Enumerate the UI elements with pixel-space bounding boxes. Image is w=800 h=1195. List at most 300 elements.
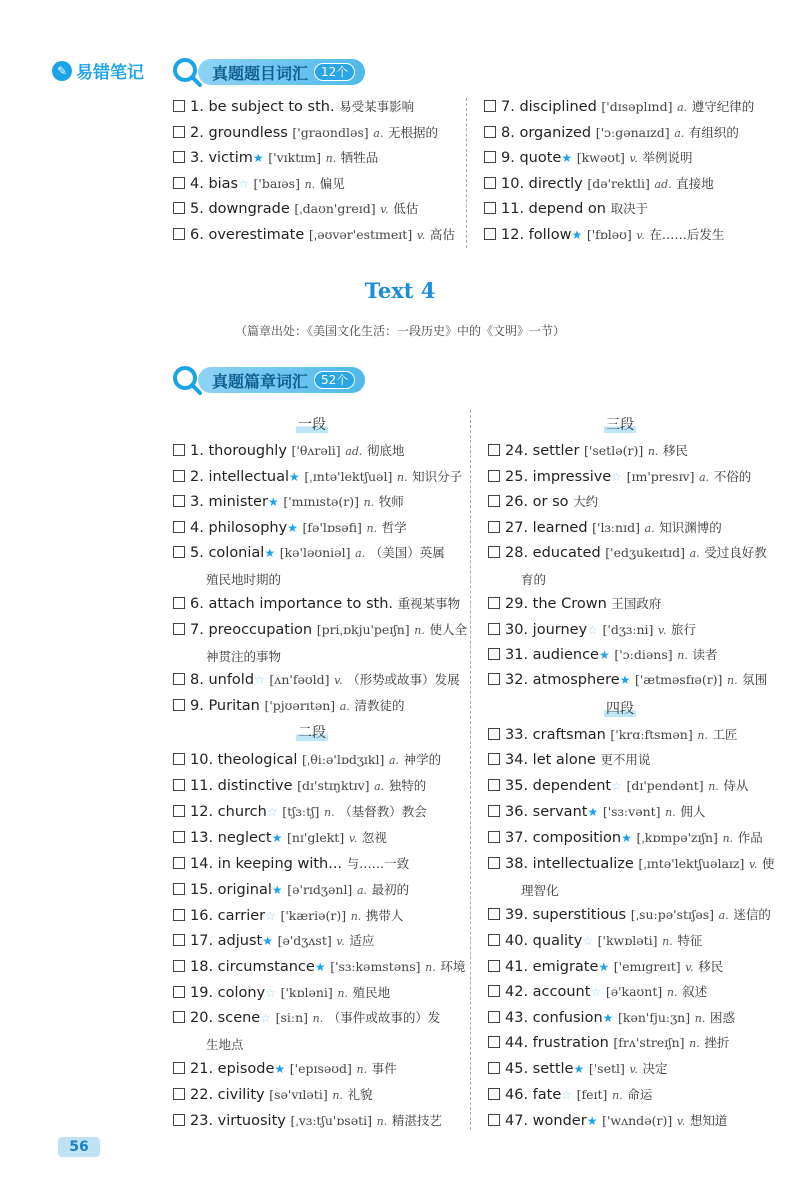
vocab-item — [488, 829, 763, 848]
part-of-speech: n. — [708, 780, 719, 793]
vocab-word: 9. Puritan — [190, 698, 260, 714]
star-icon: ☆ — [238, 177, 249, 191]
checkbox[interactable] — [488, 857, 500, 869]
star-icon: ★ — [287, 521, 298, 535]
banner-passage-vocab — [172, 366, 365, 394]
chinese-meaning: 殖民地 — [352, 985, 391, 1000]
checkbox[interactable] — [484, 202, 496, 214]
star-icon: ★ — [586, 1114, 598, 1128]
vocab-item — [488, 544, 767, 563]
chinese-meaning: 忽视 — [361, 830, 387, 845]
part-of-speech: n. — [689, 1037, 700, 1050]
vocab-word: 22. civility — [190, 1087, 265, 1103]
checkbox[interactable] — [488, 831, 500, 843]
section-heading-3: 三段 — [606, 417, 634, 433]
checkbox[interactable] — [488, 1114, 500, 1126]
chinese-meaning: 清教徒的 — [354, 698, 405, 713]
page-number: 56 — [58, 1137, 100, 1157]
vocab-word: 10. directly — [501, 176, 583, 192]
meaning-continuation: 理智化 — [521, 883, 559, 898]
section-heading-4: 四段 — [606, 701, 634, 717]
part-of-speech: n. — [304, 178, 316, 191]
phonetic: [kən'fjuːʒn] — [618, 1010, 691, 1025]
chinese-meaning: 使 — [762, 856, 775, 871]
vocab-item — [173, 621, 467, 640]
vocab-item — [173, 200, 418, 219]
phonetic: [ɪm'presɪv] — [626, 469, 695, 484]
chinese-meaning: 牺牲品 — [340, 150, 379, 165]
checkbox[interactable] — [173, 177, 185, 189]
chinese-meaning: 与……一致 — [346, 856, 410, 871]
vocab-item — [488, 906, 771, 925]
checkbox[interactable] — [173, 151, 185, 163]
phonetic: ['graʊndləs] — [292, 125, 369, 140]
vocab-item — [173, 442, 405, 461]
phonetic: ['sɜːvənt] — [602, 804, 661, 819]
magnifier-icon — [172, 57, 202, 87]
vocab-word: 7. preoccupation — [190, 622, 313, 638]
chinese-meaning: 佣人 — [680, 804, 706, 819]
chinese-meaning: 迷信的 — [733, 907, 771, 922]
checkbox[interactable] — [488, 805, 500, 817]
part-of-speech: v. — [636, 229, 645, 242]
phonetic: ['kɒləni] — [280, 985, 333, 1000]
star-icon: ★ — [314, 960, 326, 974]
checkbox[interactable] — [173, 779, 185, 791]
star-icon: ★ — [252, 151, 264, 165]
vocab-item — [173, 855, 409, 873]
vocab-item — [173, 881, 409, 900]
checkbox[interactable] — [173, 934, 185, 946]
phonetic: [ˌɪntə'lektʃuəlaɪz] — [638, 856, 745, 871]
phonetic: [nɪ'glekt] — [286, 830, 345, 845]
checkbox[interactable] — [488, 779, 500, 791]
phonetic: [ə'rɪdʒənl] — [287, 882, 353, 897]
vocab-word: 25. impressive — [505, 469, 612, 485]
part-of-speech: n. — [325, 152, 337, 165]
phonetic: ['emɪgreɪt] — [613, 959, 681, 974]
chinese-meaning: 举例说明 — [642, 150, 693, 165]
chinese-meaning: 易受某事影响 — [339, 99, 415, 114]
chinese-meaning: 无根据的 — [387, 125, 438, 140]
vocab-item — [173, 595, 460, 613]
vocab-word: 3. minister — [190, 494, 268, 510]
checkbox[interactable] — [173, 960, 185, 972]
phonetic: [ˌkɒmpə'zɪʃn] — [636, 830, 718, 845]
phonetic: ['lɜːnɪd] — [592, 520, 640, 535]
checkbox[interactable] — [173, 470, 185, 482]
vocab-word: 38. intellectualize — [505, 856, 634, 872]
checkbox[interactable] — [173, 202, 185, 214]
vocab-word: 41. emigrate — [505, 959, 599, 975]
star-icon: ★ — [264, 546, 276, 560]
checkbox[interactable] — [173, 126, 185, 138]
meaning-continuation: 生地点 — [206, 1037, 244, 1052]
checkbox[interactable] — [484, 228, 496, 240]
checkbox[interactable] — [173, 699, 185, 711]
vocab-item — [488, 671, 767, 690]
vocab-word: 45. settle — [505, 1061, 574, 1077]
checkbox[interactable] — [488, 985, 500, 997]
vocab-item — [488, 519, 722, 538]
vocab-word: 11. distinctive — [190, 778, 293, 794]
count-badge: 52个 — [314, 371, 355, 389]
star-icon: ☆ — [611, 470, 622, 484]
vocab-word: 5. colonial — [190, 545, 265, 561]
vocab-item — [173, 519, 407, 538]
part-of-speech: ad. — [345, 445, 363, 458]
chinese-meaning: 知识渊博的 — [659, 520, 722, 535]
chinese-meaning: 困惑 — [709, 1010, 735, 1025]
checkbox[interactable] — [173, 1088, 185, 1100]
phonetic: [sə'vɪləti] — [269, 1087, 328, 1102]
vocab-item — [173, 697, 404, 716]
checkbox[interactable] — [484, 151, 496, 163]
checkbox[interactable] — [488, 728, 500, 740]
chinese-meaning: 想知道 — [689, 1113, 728, 1128]
chinese-meaning: 有组织的 — [688, 125, 739, 140]
checkbox[interactable] — [173, 753, 185, 765]
vocab-item — [484, 124, 739, 143]
chinese-meaning: 读者 — [692, 647, 718, 662]
checkbox[interactable] — [488, 753, 500, 765]
chinese-meaning: 携带人 — [365, 908, 404, 923]
vocab-item — [173, 1060, 397, 1079]
vocab-item — [173, 984, 390, 1003]
chinese-meaning: 旅行 — [671, 622, 697, 637]
phonetic: [ˌvɜːtʃu'ɒsəti] — [290, 1113, 373, 1128]
phonetic: [də'rektli] — [587, 176, 650, 191]
star-icon: ★ — [274, 1062, 286, 1076]
star-icon: ★ — [598, 960, 610, 974]
checkbox[interactable] — [173, 673, 185, 685]
section-heading-1: 一段 — [298, 417, 326, 433]
phonetic: [dɪ'pendənt] — [626, 778, 704, 793]
chinese-meaning: 独特的 — [388, 778, 427, 793]
chinese-meaning: 事件 — [371, 1061, 397, 1076]
chinese-meaning: 决定 — [642, 1061, 668, 1076]
banner-title: 真题篇章词汇 — [212, 371, 309, 391]
star-icon: ★ — [561, 151, 573, 165]
vocab-word: 6. attach importance to sth. — [190, 596, 394, 612]
phonetic: ['krɑːftsmən] — [610, 727, 693, 742]
vocab-word: 11. depend on — [501, 201, 606, 217]
vocab-item — [488, 726, 738, 745]
vocab-word: 44. frustration — [505, 1035, 609, 1051]
vocab-item — [488, 646, 717, 665]
chinese-meaning: 偏见 — [319, 176, 345, 191]
phonetic: ['wʌndə(r)] — [602, 1113, 673, 1128]
part-of-speech: a. — [677, 101, 688, 114]
part-of-speech: v. — [629, 152, 638, 165]
vocab-word: 19. colony — [190, 985, 266, 1001]
vocab-word: 2. intellectual — [190, 469, 290, 485]
vocab-word: 42. account — [505, 984, 591, 1000]
vocab-word: 2. groundless — [190, 125, 288, 141]
vocab-item — [488, 932, 702, 951]
checkbox[interactable] — [173, 883, 185, 895]
banner-title: 真题题目词汇 — [212, 63, 309, 83]
vocab-item — [488, 1060, 668, 1079]
phonetic: ['kwɒləti] — [597, 933, 658, 948]
checkbox[interactable] — [488, 908, 500, 920]
checkbox[interactable] — [173, 1114, 185, 1126]
vocab-item — [173, 149, 378, 168]
checkbox[interactable] — [488, 495, 500, 507]
vocab-item — [173, 907, 403, 926]
checkbox[interactable] — [173, 521, 185, 533]
vocab-item — [488, 621, 696, 640]
checkbox[interactable] — [173, 831, 185, 843]
checkbox[interactable] — [488, 470, 500, 482]
vocab-item — [173, 777, 426, 796]
star-icon: ★ — [271, 883, 283, 897]
part-of-speech: n. — [332, 1089, 343, 1102]
part-of-speech: v. — [336, 935, 345, 948]
chinese-meaning: 环境 — [440, 959, 466, 974]
vocab-item — [484, 149, 693, 168]
vocab-word: 30. journey — [505, 622, 588, 638]
part-of-speech: a. — [355, 547, 366, 560]
checkbox[interactable] — [488, 1088, 500, 1100]
star-icon: ★ — [587, 805, 599, 819]
part-of-speech: n. — [666, 986, 678, 999]
vocab-word: 33. craftsman — [505, 727, 606, 743]
phonetic: [ˌθiːə'lɒdʒɪkl] — [301, 752, 385, 767]
star-icon: ☆ — [265, 909, 276, 923]
vocab-word: 34. let alone — [505, 752, 596, 768]
vocab-word: 27. learned — [505, 520, 588, 536]
meaning-continuation: 殖民地时期的 — [206, 572, 282, 587]
vocab-word: 14. in keeping with... — [190, 856, 343, 872]
part-of-speech: n. — [694, 1012, 706, 1025]
chinese-meaning: 氛围 — [742, 672, 768, 687]
vocab-word: 32. atmosphere — [505, 672, 620, 688]
checkbox[interactable] — [488, 960, 500, 972]
vocab-item — [173, 175, 345, 194]
vocab-word: 40. quality — [505, 933, 583, 949]
vocab-word: 1. thoroughly — [190, 443, 287, 459]
part-of-speech: n. — [665, 806, 676, 819]
phonetic: ['fɒləʊ] — [586, 227, 632, 242]
phonetic: [kə'ləʊniəl] — [279, 545, 351, 560]
chinese-meaning: 叙述 — [682, 984, 708, 999]
vocab-word: 47. wonder — [505, 1113, 587, 1129]
part-of-speech: a. — [356, 884, 367, 897]
vocab-word: 8. unfold — [190, 672, 255, 688]
part-of-speech: v. — [380, 203, 389, 216]
part-of-speech: a. — [718, 909, 729, 922]
vocab-item — [484, 175, 714, 194]
phonetic: [siːn] — [275, 1010, 309, 1025]
checkbox[interactable] — [173, 623, 185, 635]
checkbox[interactable] — [488, 1062, 500, 1074]
part-of-speech: v. — [658, 624, 667, 637]
checkbox[interactable] — [173, 857, 185, 869]
vocab-item — [173, 1112, 442, 1131]
phonetic: [ˌɪntə'lektʃuəl] — [304, 469, 393, 484]
vocab-word: 5. downgrade — [190, 201, 290, 217]
phonetic: ['mɪnɪstə(r)] — [283, 494, 359, 509]
checkbox[interactable] — [173, 986, 185, 998]
chinese-meaning: （基督教）教会 — [339, 804, 427, 819]
part-of-speech: n. — [363, 496, 375, 509]
phonetic: ['dɪsəplɪnd] — [601, 99, 673, 114]
checkbox[interactable] — [173, 228, 185, 240]
vocab-word: 12. church — [190, 804, 267, 820]
star-icon: ★ — [621, 831, 632, 845]
vocab-item — [173, 468, 462, 487]
chinese-meaning: （美国）英属 — [369, 545, 445, 560]
star-icon: ☆ — [582, 934, 594, 948]
star-icon: ★ — [573, 1062, 585, 1076]
part-of-speech: n. — [356, 1063, 368, 1076]
vocab-word: 16. carrier — [190, 908, 266, 924]
chinese-meaning: 移民 — [698, 959, 724, 974]
star-icon: ☆ — [266, 805, 278, 819]
vocab-word: 46. fate — [505, 1087, 562, 1103]
star-icon: ☆ — [587, 623, 598, 637]
phonetic: ['pjʊərɪtən] — [264, 698, 336, 713]
vocab-item — [488, 855, 775, 874]
chinese-meaning: 礼貌 — [347, 1087, 373, 1102]
checkbox[interactable] — [488, 673, 500, 685]
checkbox[interactable] — [173, 495, 185, 507]
part-of-speech: n. — [612, 1089, 623, 1102]
chinese-meaning: 挫折 — [704, 1035, 730, 1050]
source-note: （篇章出处：《美国文化生活：一段历史》中的《文明》一节） — [234, 324, 565, 338]
checkbox[interactable] — [173, 100, 185, 112]
vocab-item — [488, 777, 748, 796]
checkbox[interactable] — [173, 805, 185, 817]
checkbox[interactable] — [173, 546, 185, 558]
part-of-speech: n. — [323, 806, 335, 819]
part-of-speech: v. — [348, 832, 358, 845]
checkbox[interactable] — [488, 444, 500, 456]
vocab-word: 15. original — [190, 882, 272, 898]
vocab-word: 18. circumstance — [190, 959, 315, 975]
vocab-item — [173, 544, 445, 563]
star-icon: ☆ — [611, 779, 622, 793]
vocab-item — [173, 98, 414, 116]
checkbox[interactable] — [484, 100, 496, 112]
checkbox[interactable] — [173, 1062, 185, 1074]
part-of-speech: a. — [388, 754, 400, 767]
part-of-speech: n. — [366, 522, 378, 535]
part-of-speech: v. — [676, 1115, 686, 1128]
part-of-speech: n. — [647, 445, 659, 458]
meaning-continuation: 育的 — [521, 572, 547, 587]
vocab-word: 10. theological — [190, 752, 298, 768]
part-of-speech: v. — [334, 674, 343, 687]
part-of-speech: a. — [339, 700, 350, 713]
chinese-meaning: 移民 — [663, 443, 689, 458]
chinese-meaning: 哲学 — [381, 520, 407, 535]
checkbox[interactable] — [484, 177, 496, 189]
vocab-item — [173, 1086, 373, 1105]
phonetic: [ʌn'fəʊld] — [269, 672, 330, 687]
vocab-item — [173, 829, 387, 848]
phonetic: ['θʌrəli] — [291, 443, 341, 458]
text-title: Text 4 — [364, 278, 436, 303]
checkbox[interactable] — [488, 1036, 500, 1048]
part-of-speech: n. — [677, 649, 688, 662]
part-of-speech: a. — [374, 780, 385, 793]
phonetic: ['setl] — [588, 1061, 625, 1076]
chinese-meaning: 低估 — [393, 201, 419, 216]
part-of-speech: v. — [629, 1063, 638, 1076]
part-of-speech: a. — [699, 471, 710, 484]
vocab-item — [488, 468, 751, 487]
vocab-item — [488, 595, 661, 613]
checkbox[interactable] — [484, 126, 496, 138]
phonetic: [ˌəʊvər'estɪmeɪt] — [308, 227, 413, 242]
phonetic: ['ɔːgənaɪzd] — [595, 125, 670, 140]
vocab-item — [173, 124, 438, 143]
vocab-word: 35. dependent — [505, 778, 612, 794]
vocab-item — [488, 958, 723, 977]
checkbox[interactable] — [488, 623, 500, 635]
part-of-speech: n. — [662, 935, 673, 948]
star-icon: ★ — [267, 495, 279, 509]
vocab-item — [173, 958, 465, 977]
phonetic: [ˌdaʊn'greɪd] — [294, 201, 376, 216]
vocab-word: 43. confusion — [505, 1010, 603, 1026]
checkbox[interactable] — [173, 1011, 185, 1023]
checkbox[interactable] — [173, 597, 185, 609]
chinese-meaning: 重视某事物 — [397, 596, 461, 611]
star-icon: ★ — [289, 470, 300, 484]
chinese-meaning: 更不用说 — [600, 752, 651, 767]
chinese-meaning: 取决于 — [610, 201, 649, 216]
checkbox[interactable] — [488, 597, 500, 609]
phonetic: ['dʒɜːni] — [602, 622, 654, 637]
vocab-word: 20. scene — [190, 1010, 261, 1026]
magnifier-icon — [172, 365, 202, 395]
chinese-meaning: 特征 — [677, 933, 703, 948]
star-icon: ★ — [571, 228, 583, 242]
vocab-word: 37. composition — [505, 830, 622, 846]
checkbox[interactable] — [173, 909, 185, 921]
checkbox[interactable] — [173, 444, 185, 456]
phonetic: [kwəʊt] — [576, 150, 625, 165]
chinese-meaning: 直接地 — [676, 176, 714, 191]
chinese-meaning: 在……后发生 — [649, 227, 725, 242]
part-of-speech: n. — [414, 624, 425, 637]
checkbox[interactable] — [488, 546, 500, 558]
vocab-word: 3. victim — [190, 150, 253, 166]
vocab-word: 31. audience — [505, 647, 599, 663]
vocab-word: 39. superstitious — [505, 907, 627, 923]
phonetic: [ə'kaʊnt] — [605, 984, 663, 999]
checkbox[interactable] — [488, 934, 500, 946]
part-of-speech: n. — [722, 832, 734, 845]
star-icon: ☆ — [561, 1088, 573, 1102]
checkbox[interactable] — [488, 648, 500, 660]
column-divider — [466, 98, 467, 248]
chinese-meaning: 命运 — [627, 1087, 653, 1102]
phonetic: [dɪ'stɪŋktɪv] — [297, 778, 370, 793]
vocab-item — [488, 1009, 735, 1028]
checkbox[interactable] — [488, 521, 500, 533]
checkbox[interactable] — [488, 1011, 500, 1023]
vocab-item — [484, 98, 754, 117]
phonetic: ['edʒukeɪtɪd] — [605, 545, 685, 560]
part-of-speech: v. — [416, 229, 426, 242]
vocab-word: 13. neglect — [190, 830, 272, 846]
phonetic: ['vɪktɪm] — [268, 150, 321, 165]
chinese-meaning: 最初的 — [371, 882, 410, 897]
